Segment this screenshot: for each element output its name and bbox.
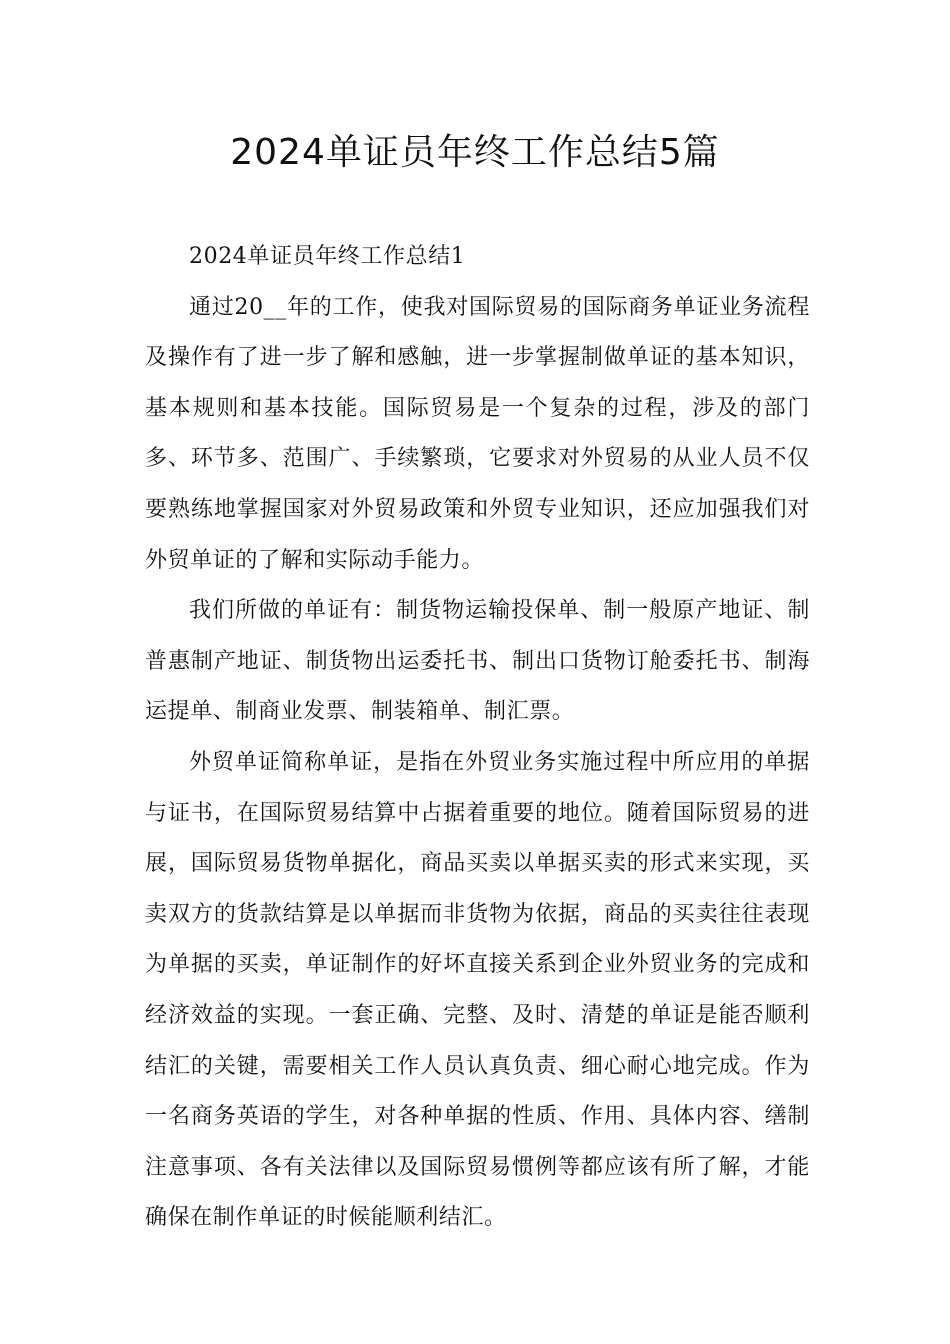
paragraph-document-types: 我们所做的单证有：制货物运输投保单、制一般原产地证、制普惠制产地证、制货物出运委托书、制出口货物订舱委托书、制海运提单、制商业发票、制装箱单、制汇票。 [145,598,810,725]
paragraph-intro: 通过20__年的工作，使我对国际贸易的国际商务单证业务流程及操作有了进一步了解和感触，进一步掌握制做单证的基本知识，基本规则和基本技能。国际贸易是一个复杂的过程，涉及的部门多、环节多、范围广、手续繁琐，它要求对外贸易的从业人员不仅要熟练地掌握国家对外贸易政策和外贸专业知识，还应加强我们对外贸单证的了解和实际动手能力。 [145,294,810,573]
paragraph-definition: 外贸单证简称单证，是指在外贸业务实施过程中所应用的单据与证书，在国际贸易结算中占据着重要的地位。随着国际贸易的进展，国际贸易货物单据化，商品买卖以单据买卖的形式来实现，买卖双方的货款结算是以单据而非货物为依据，商品的买卖往往表现为单据的买卖，单证制作的好坏直接关系到企业外贸业务的完成和经济效益的实现。一套正确、完整、及时、清楚的单证是能否顺利结汇的关键，需要相关工作人员认真负责、细心耐心地完成。作为一名商务英语的学生，对各种单据的性质、作用、具体内容、缮制注意事项、各有关法律以及国际贸易惯例等都应该有所了解，才能确保在制作单证的时候能顺利结汇。 [145,749,810,1231]
section-heading: 2024单证员年终工作总结1 [189,244,466,269]
document-title: 2024单证员年终工作总结5篇 [230,132,720,173]
document-body [145,232,810,1244]
